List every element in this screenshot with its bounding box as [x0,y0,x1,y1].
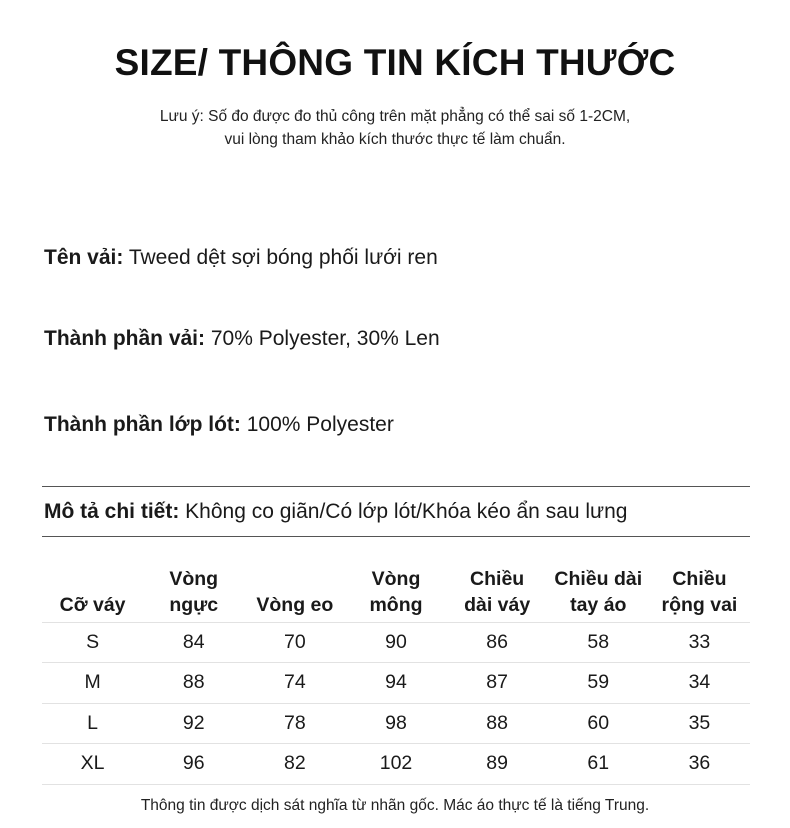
table-cell: XL [42,744,143,785]
table-cell: 34 [649,663,750,704]
fabric-name-value: Tweed dệt sợi bóng phối lưới ren [123,246,438,269]
header-bust: Vòng ngực [143,561,244,622]
table-cell: 98 [345,703,446,744]
measurement-note-line-1: Lưu ý: Số đo được đo thủ công trên mặt phẳng có thể sai số 1-2CM, [159,108,631,125]
table-cell: 35 [649,703,750,744]
header-shoulder-width: Chiều rộng vai [649,561,750,622]
table-row [42,663,750,704]
table-cell: 86 [447,622,548,663]
table-cell: M [42,663,143,704]
translation-footer-note: Thông tin được dịch sát nghĩa từ nhãn gốc. Mác áo thực tế là tiếng Trung. [140,797,650,814]
fabric-composition-value: 70% Polyester, 30% Len [205,327,440,350]
header-waist: Vòng eo [244,561,345,622]
fabric-name-label: Tên vải: [44,246,124,269]
table-cell: 36 [649,744,750,785]
table-cell: 33 [649,622,750,663]
table-row [42,622,750,663]
header-sleeve-length: Chiều dài tay áo [548,561,649,622]
fabric-composition-label: Thành phần vải: [44,327,206,350]
size-table [42,561,750,785]
table-cell: 78 [244,703,345,744]
table-cell: 84 [143,622,244,663]
table-cell: 58 [548,622,649,663]
divider-bottom [42,536,750,537]
table-cell: 102 [345,744,446,785]
table-cell: 70 [244,622,345,663]
table-cell: 96 [143,744,244,785]
table-cell: 89 [447,744,548,785]
table-cell: L [42,703,143,744]
lining-composition-value: 100% Polyester [240,413,394,436]
detail-description-row [44,500,627,524]
table-cell: 94 [345,663,446,704]
table-cell: 88 [447,703,548,744]
size-table-header-row [42,561,750,622]
lining-composition-label: Thành phần lớp lót: [44,413,241,436]
table-cell: 87 [447,663,548,704]
header-size: Cỡ váy [42,561,143,622]
fabric-composition-row [44,327,440,351]
table-cell: 82 [244,744,345,785]
table-cell: 88 [143,663,244,704]
table-cell: 59 [548,663,649,704]
table-cell: 60 [548,703,649,744]
measurement-note-line-2: vui lòng tham khảo kích thước thực tế làm chuẩn. [224,131,566,148]
table-cell: 92 [143,703,244,744]
table-cell: 74 [244,663,345,704]
divider-top [42,486,750,487]
table-row [42,744,750,785]
detail-description-label: Mô tả chi tiết: [44,500,180,523]
table-cell: 61 [548,744,649,785]
fabric-name-row [44,246,438,270]
table-row [42,703,750,744]
lining-composition-row [44,413,394,437]
table-cell: 90 [345,622,446,663]
page-title: SIZE/ THÔNG TIN KÍCH THƯỚC [114,42,676,83]
table-cell: S [42,622,143,663]
header-dress-length: Chiều dài váy [447,561,548,622]
detail-description-value: Không co giãn/Có lớp lót/Khóa kéo ẩn sau lưng [179,500,628,523]
header-hip: Vòng mông [345,561,446,622]
